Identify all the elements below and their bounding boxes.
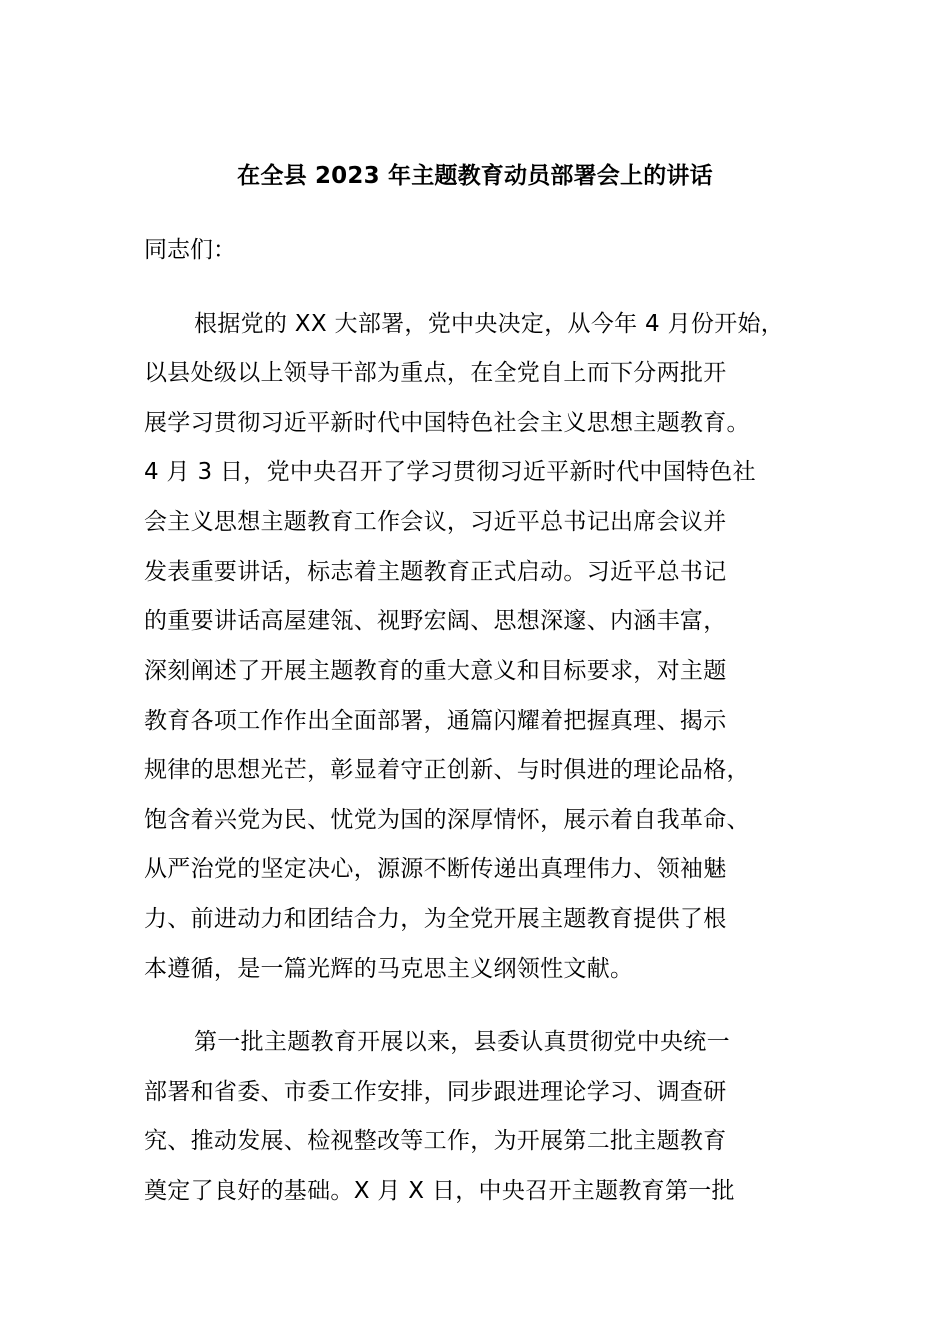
paragraph-1-line-10: 规律的思想光芒，彰显着守正创新、与时俱进的理论品格， — [144, 757, 750, 783]
paragraph-2-line-3: 究、推动发展、检视整改等工作，为开展第二批主题教育 — [144, 1128, 727, 1154]
paragraph-2-line-1: 第一批主题教育开展以来，县委认真贯彻党中央统一 — [194, 1029, 730, 1055]
paragraph-2-line-4: 奠定了良好的基础。X 月 X 日，中央召开主题教育第一批 — [144, 1178, 735, 1204]
paragraph-1-line-3: 展学习贯彻习近平新时代中国特色社会主义思想主题教育。 — [144, 410, 750, 436]
paragraph-1-line-5: 会主义思想主题教育工作会议，习近平总书记出席会议并 — [144, 509, 727, 535]
salutation: 同志们： — [144, 237, 236, 263]
paragraph-1-line-11: 饱含着兴党为民、忧党为国的深厚情怀，展示着自我革命、 — [144, 807, 750, 833]
paragraph-1-line-1: 根据党的 XX 大部署，党中央决定，从今年 4 月份开始， — [194, 311, 785, 337]
paragraph-1-line-8: 深刻阐述了开展主题教育的重大意义和目标要求，对主题 — [144, 658, 727, 684]
paragraph-1-line-9: 教育各项工作作出全面部署，通篇闪耀着把握真理、揭示 — [144, 708, 727, 734]
paragraph-1-line-6: 发表重要讲话，标志着主题教育正式启动。习近平总书记 — [144, 559, 727, 585]
paragraph-1-line-7: 的重要讲话高屋建瓴、视野宏阔、思想深邃、内涵丰富， — [144, 608, 727, 634]
paragraph-2-line-2: 部署和省委、市委工作安排，同步跟进理论学习、调查研 — [144, 1079, 727, 1105]
paragraph-1-line-14: 本遵循，是一篇光辉的马克思主义纲领性文献。 — [144, 956, 634, 982]
paragraph-1-line-4: 4 月 3 日，党中央召开了学习贯彻习近平新时代中国特色社 — [144, 459, 756, 485]
paragraph-1-line-13: 力、前进动力和团结合力，为全党开展主题教育提供了根 — [144, 906, 727, 932]
paragraph-1-line-2: 以县处级以上领导干部为重点，在全党自上而下分两批开 — [144, 360, 727, 386]
document-title: 在全县 2023 年主题教育动员部署会上的讲话 — [237, 163, 713, 189]
paragraph-1-line-12: 从严治党的坚定决心，源源不断传递出真理伟力、领袖魅 — [144, 856, 727, 882]
